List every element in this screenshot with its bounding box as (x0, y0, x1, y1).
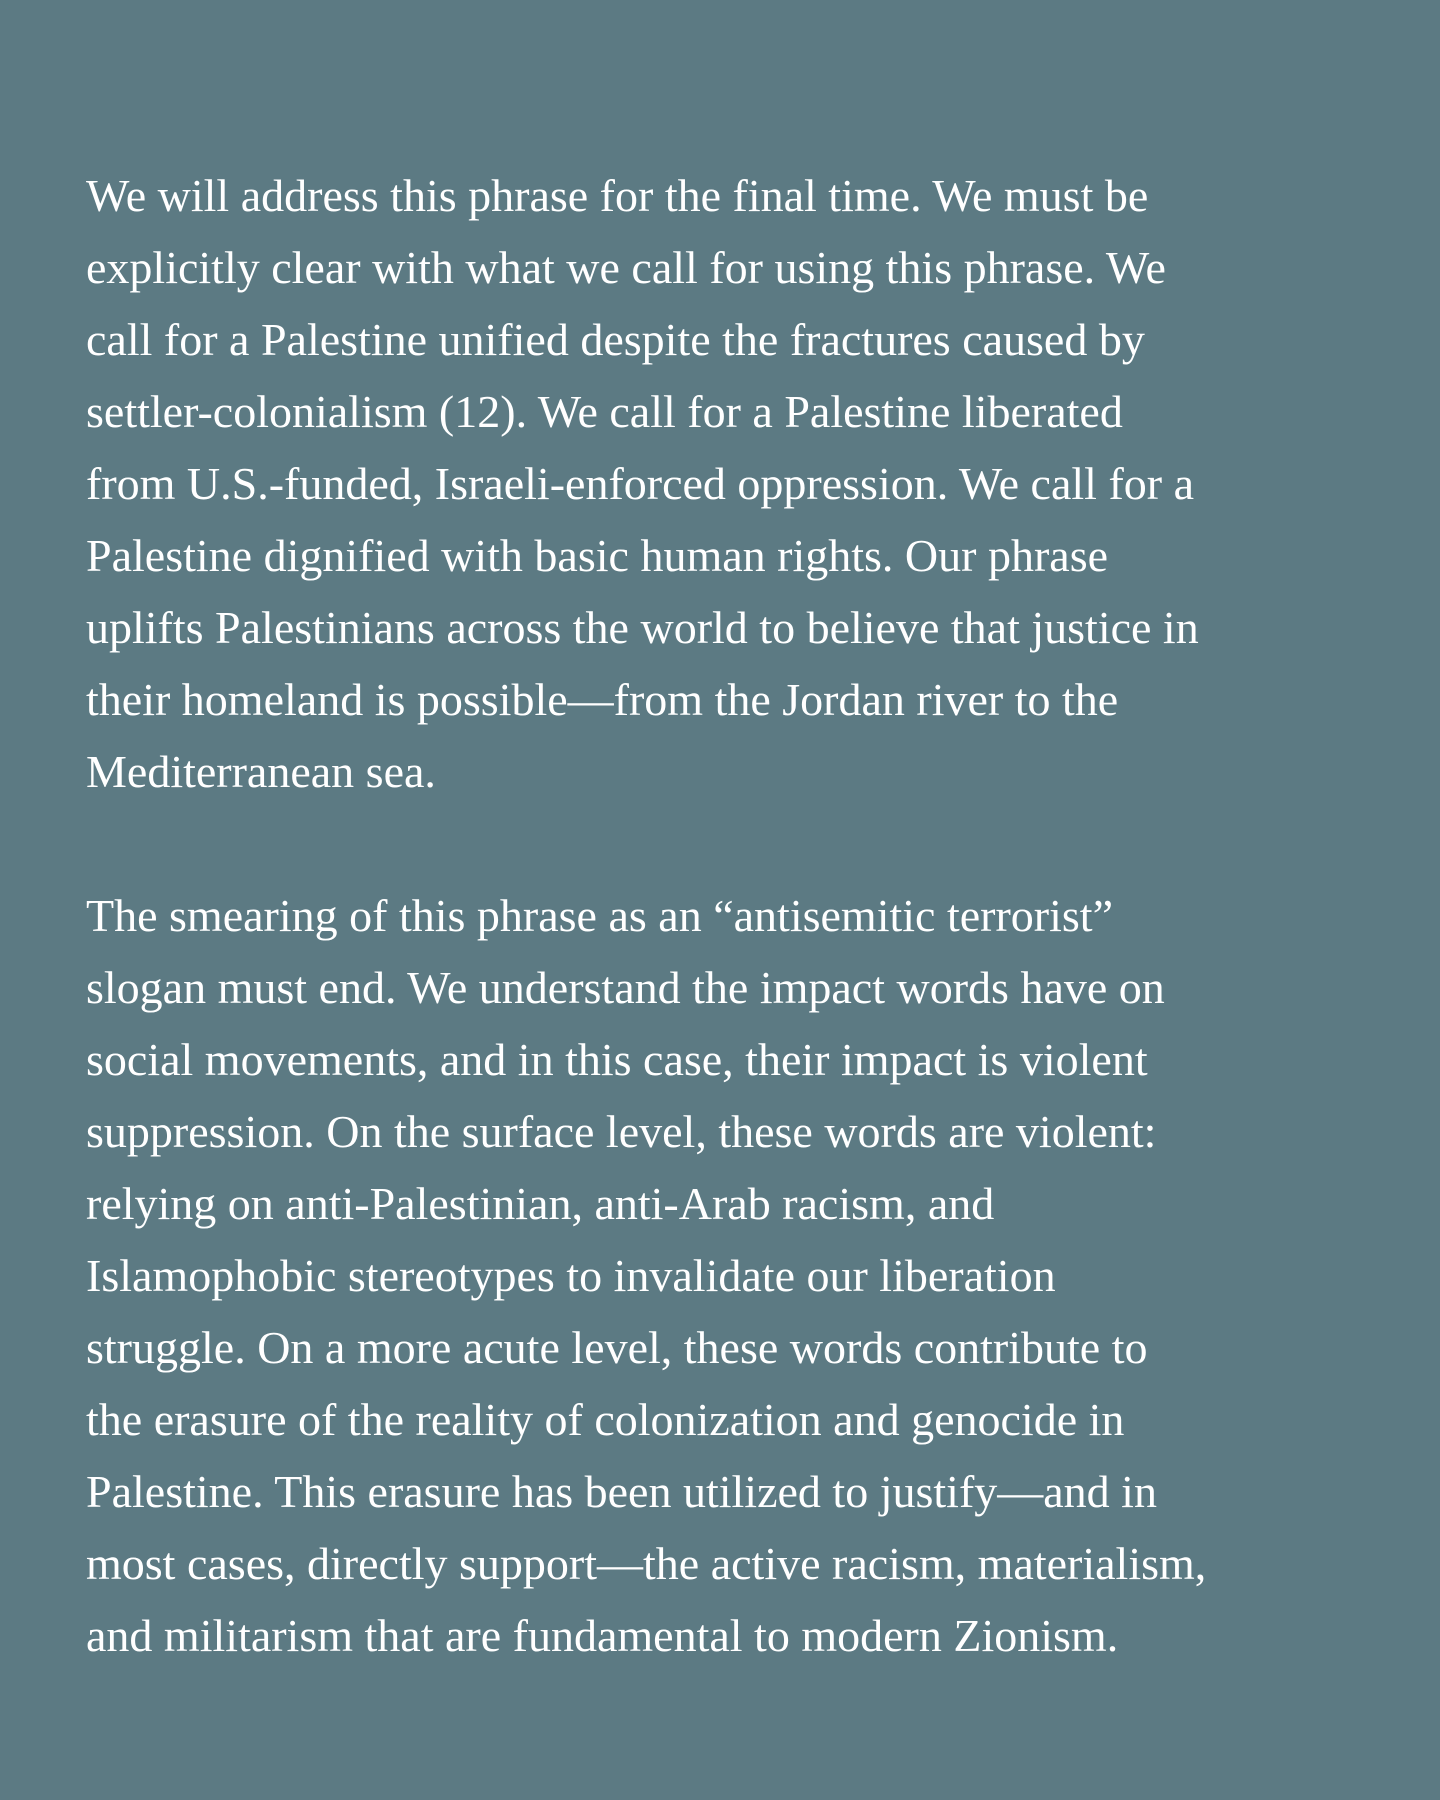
paragraph-2-line: the erasure of the reality of colonization and genocide in (86, 1394, 1125, 1445)
paragraph-2-line: most cases, directly support—the active racism, materialism, (86, 1538, 1207, 1589)
paragraph-1 (86, 160, 1354, 808)
paragraph-1-line: call for a Palestine unified despite the fractures caused by (86, 314, 1145, 365)
paragraph-1-line: Palestine dignified with basic human rights. Our phrase (86, 530, 1109, 581)
paragraph-1-line: explicitly clear with what we call for using this phrase. We (86, 242, 1166, 293)
paragraph-1-line: their homeland is possible—from the Jordan river to the (86, 674, 1119, 725)
paragraph-2-line: social movements, and in this case, their impact is violent (86, 1034, 1148, 1085)
paragraph-1-line: from U.S.-funded, Israeli-enforced oppression. We call for a (86, 458, 1194, 509)
paragraph-2 (86, 880, 1354, 1672)
paragraph-1-line: We will address this phrase for the final time. We must be (86, 170, 1149, 221)
paragraph-2-line: suppression. On the surface level, these words are violent: (86, 1106, 1157, 1157)
paragraph-1-line: uplifts Palestinians across the world to believe that justice in (86, 602, 1199, 653)
paragraph-2-line: and militarism that are fundamental to modern Zionism. (86, 1610, 1119, 1661)
paragraph-2-line: Palestine. This erasure has been utilized to justify—and in (86, 1466, 1157, 1517)
paragraph-2-line: relying on anti-Palestinian, anti-Arab racism, and (86, 1178, 995, 1229)
paragraph-2-line: slogan must end. We understand the impact words have on (86, 962, 1165, 1013)
paragraph-2-line: The smearing of this phrase as an “antisemitic terrorist” (86, 890, 1113, 941)
paragraph-1-line: settler-colonialism (12). We call for a Palestine liberated (86, 386, 1123, 437)
paragraph-1-line: Mediterranean sea. (86, 746, 436, 797)
paragraph-2-line: Islamophobic stereotypes to invalidate our liberation (86, 1250, 1056, 1301)
paragraph-2-line: struggle. On a more acute level, these words contribute to (86, 1322, 1148, 1373)
